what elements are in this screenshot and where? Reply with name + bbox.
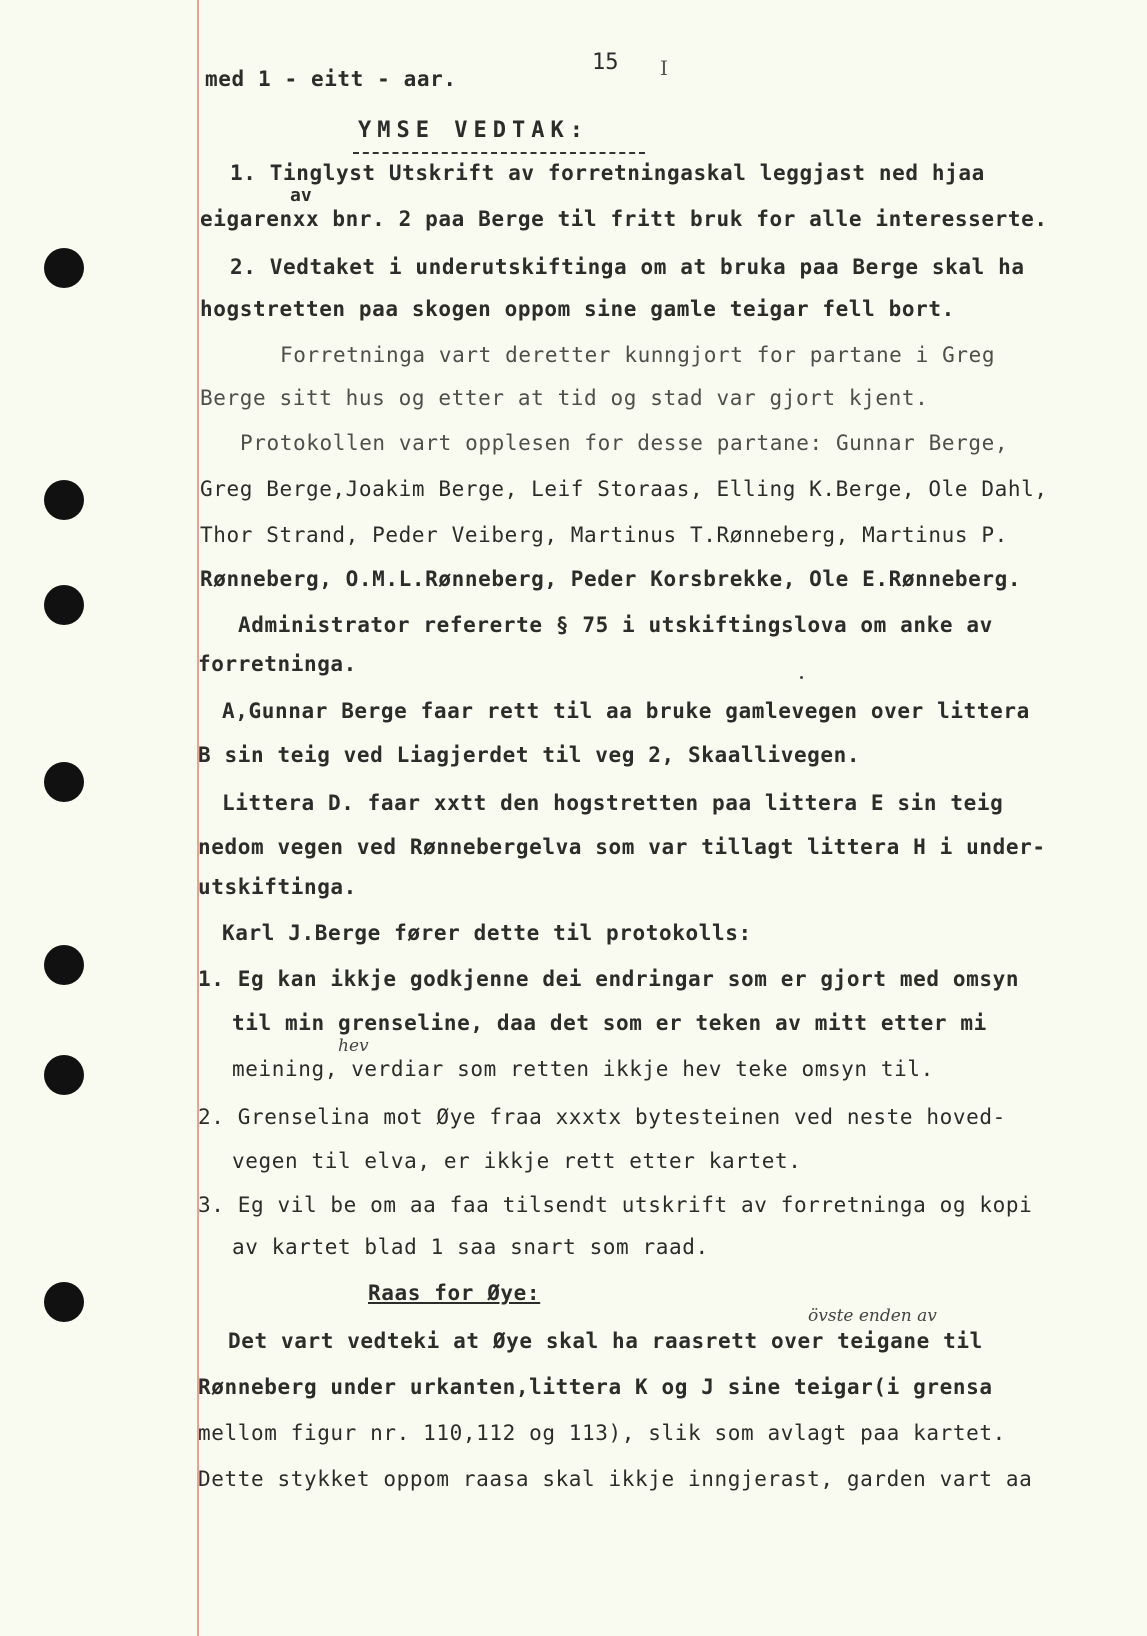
text-line: vegen til elva, er ikkje rett etter kartet. bbox=[232, 1149, 802, 1173]
text-line: 1. Tinglyst Utskrift av forretningaskal leggjast ned hjaa bbox=[230, 161, 985, 185]
text-line: eigarenxx bnr. 2 paa Berge til fritt bruk for alle interesserte. bbox=[200, 207, 1048, 231]
text-line: til min grenseline, daa det som er teken av mitt etter mi bbox=[232, 1011, 987, 1035]
punch-hole bbox=[44, 762, 84, 802]
text-line: 3. Eg vil be om aa faa tilsendt utskrift av forretninga og kopi bbox=[198, 1193, 1033, 1217]
ink-speck bbox=[800, 676, 803, 679]
text-line: utskiftinga. bbox=[198, 875, 357, 899]
text-line: Det vart vedteki at Øye skal ha raasrett over teigane til bbox=[228, 1329, 983, 1353]
text-line: Dette stykket oppom raasa skal ikkje inngjerast, garden vart aa bbox=[198, 1467, 1033, 1491]
text-line: mellom figur nr. 110,112 og 113), slik som avlagt paa kartet. bbox=[198, 1421, 1006, 1445]
text-line: Protokollen vart opplesen for desse partane: Gunnar Berge, bbox=[240, 431, 1009, 455]
margin-mark: I bbox=[660, 56, 668, 80]
section-heading: YMSE VEDTAK: bbox=[358, 118, 589, 143]
text-line: 1. Eg kan ikkje godkjenne dei endringar som er gjort med omsyn bbox=[198, 967, 1020, 991]
punch-hole bbox=[44, 1055, 84, 1095]
text-line: Berge sitt hus og etter at tid og stad var gjort kjent. bbox=[200, 386, 929, 410]
text-line: A,Gunnar Berge faar rett til aa bruke gamlevegen over littera bbox=[222, 699, 1030, 723]
interlinear-insertion: av bbox=[290, 185, 312, 206]
text-line: Thor Strand, Peder Veiberg, Martinus T.Rønneberg, Martinus P. bbox=[200, 523, 1008, 547]
text-line: B sin teig ved Liagjerdet til veg 2, Skaallivegen. bbox=[198, 743, 861, 767]
punch-hole bbox=[44, 248, 84, 288]
text-line: Greg Berge,Joakim Berge, Leif Storaas, Elling K.Berge, Ole Dahl, bbox=[200, 477, 1048, 501]
text-line: 2. Vedtaket i underutskiftinga om at bruka paa Berge skal ha bbox=[230, 255, 1025, 279]
punch-hole bbox=[44, 1282, 84, 1322]
text-line: Rønneberg under urkanten,littera K og J sine teigar(i grensa bbox=[198, 1375, 993, 1399]
handwritten-insertion: hev bbox=[338, 1036, 369, 1056]
text-line: Littera D. faar xxtt den hogstretten paa littera E sin teig bbox=[222, 791, 1004, 815]
text-line: 2. Grenselina mot Øye fraa xxxtx bytesteinen ved neste hoved- bbox=[198, 1105, 1006, 1129]
subsection-heading: Raas for Øye: bbox=[368, 1281, 541, 1305]
text-line: av kartet blad 1 saa snart som raad. bbox=[232, 1235, 709, 1259]
text-line: nedom vegen ved Rønnebergelva som var tillagt littera H i under- bbox=[198, 835, 1046, 859]
text-line: hogstretten paa skogen oppom sine gamle teigar fell bort. bbox=[200, 297, 955, 321]
punch-hole bbox=[44, 480, 84, 520]
text-line: med 1 - eitt - aar. bbox=[205, 67, 457, 91]
text-line: Forretninga vart deretter kunngjort for partane i Greg bbox=[280, 343, 996, 367]
text-line: Karl J.Berge fører dette til protokolls: bbox=[222, 921, 752, 945]
handwritten-insertion: övste enden av bbox=[808, 1306, 937, 1326]
text-line: forretninga. bbox=[198, 652, 357, 676]
page-number: 15 bbox=[592, 50, 619, 75]
heading-underline bbox=[353, 152, 645, 154]
text-line: Rønneberg, O.M.L.Rønneberg, Peder Korsbrekke, Ole E.Rønneberg. bbox=[200, 567, 1022, 591]
text-line: Administrator refererte § 75 i utskiftingslova om anke av bbox=[238, 613, 993, 637]
punch-hole bbox=[44, 585, 84, 625]
punch-hole bbox=[44, 945, 84, 985]
text-line: meining, verdiar som retten ikkje hev teke omsyn til. bbox=[232, 1057, 934, 1081]
